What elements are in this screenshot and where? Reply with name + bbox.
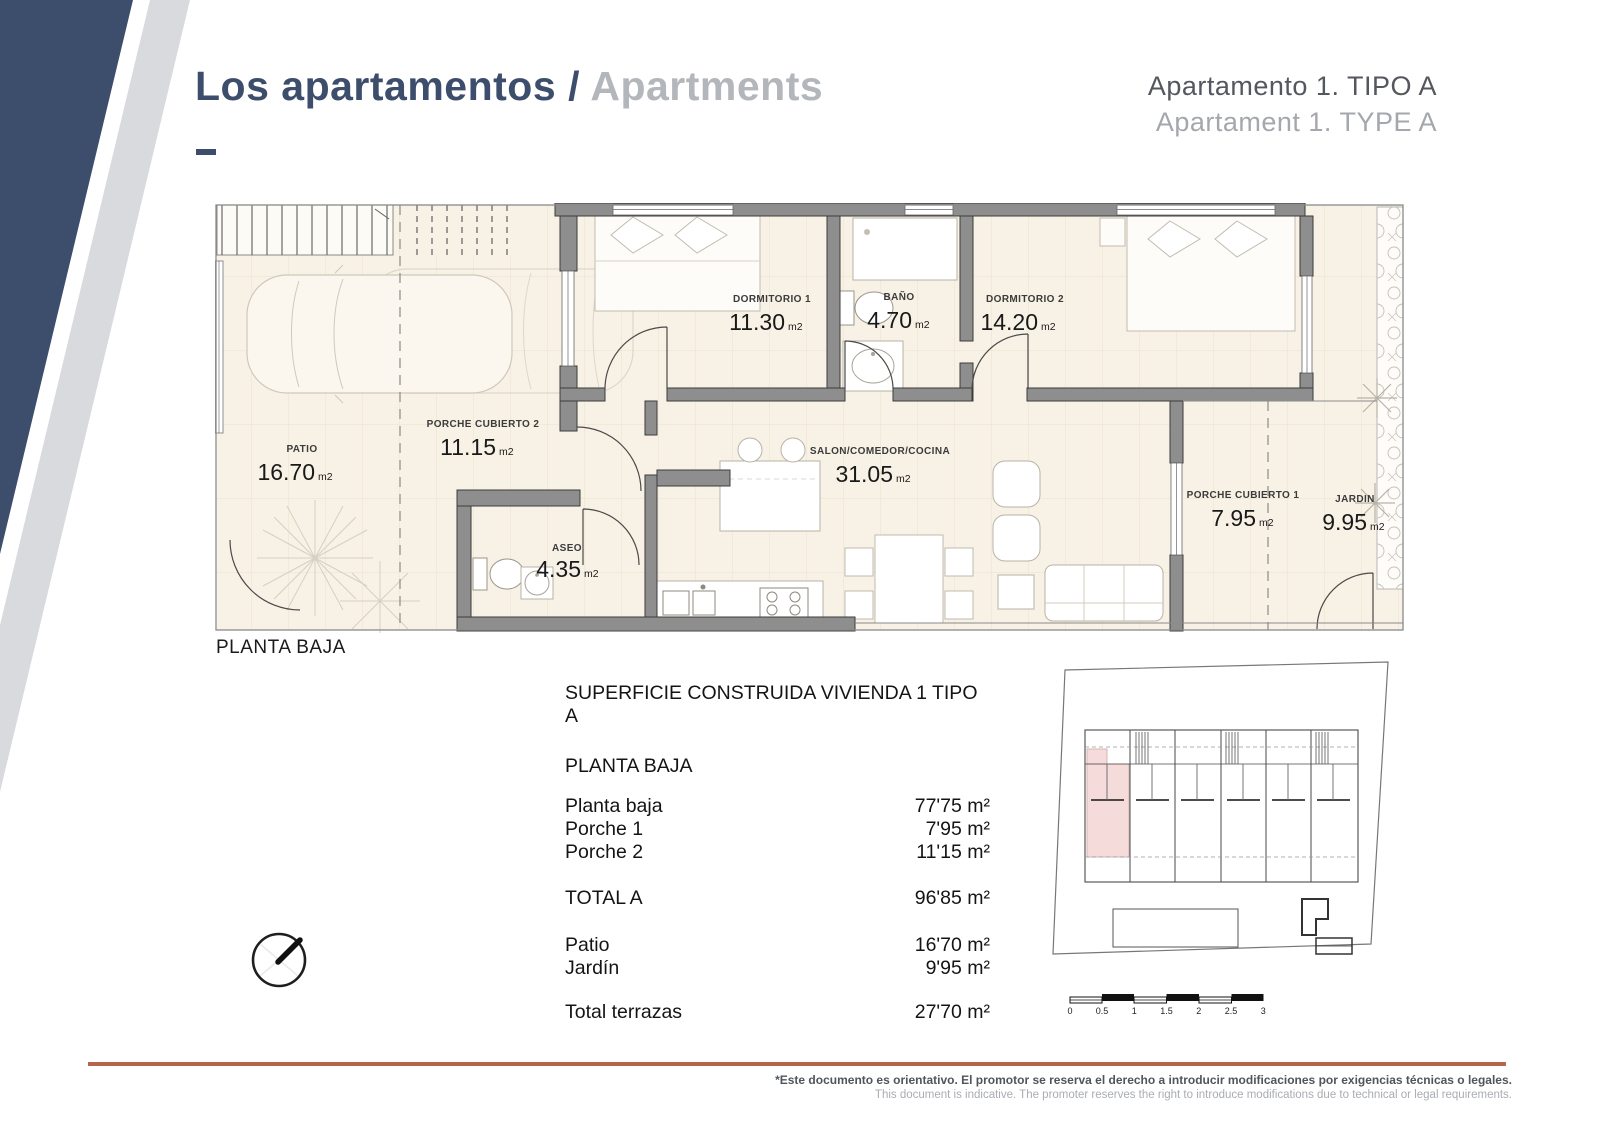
row-value: 27'70 m²: [914, 1001, 990, 1023]
window-icon: [1302, 276, 1312, 373]
svg-text:m2: m2: [788, 321, 803, 333]
svg-text:7.95: 7.95: [1211, 505, 1256, 531]
svg-text:m2: m2: [896, 473, 911, 485]
row-value: 11'15 m²: [916, 841, 990, 863]
svg-text:m2: m2: [1259, 517, 1274, 529]
svg-text:DORMITORIO 1: DORMITORIO 1: [733, 294, 811, 305]
svg-text:DORMITORIO 2: DORMITORIO 2: [986, 294, 1064, 305]
table-row: [565, 841, 990, 864]
svg-text:ASEO: ASEO: [552, 543, 582, 554]
table-row: [565, 957, 990, 980]
row-label: Porche 1: [565, 818, 644, 840]
svg-text:PORCHE CUBIERTO 2: PORCHE CUBIERTO 2: [426, 419, 540, 430]
row-label: Porche 2: [565, 841, 644, 863]
footer-disclaimer: [775, 1073, 1512, 1103]
title-dash: [196, 149, 216, 155]
row-label: Planta baja: [565, 795, 663, 817]
bathroom-sink-icon: [843, 341, 903, 391]
sliding-door-icon: [1171, 463, 1182, 555]
apartment-heading: [1148, 68, 1437, 140]
scale-label: 2: [1196, 1006, 1202, 1016]
svg-text:JARDIN: JARDIN: [1335, 494, 1375, 505]
svg-text:m2: m2: [915, 319, 930, 331]
scale-label: 1: [1131, 1006, 1137, 1016]
row-value: 7'95 m²: [925, 818, 990, 840]
disclaimer-en: This document is indicative. The promoter reserves the right to introduce modifications due to technical or legal requirements.: [874, 1089, 1512, 1101]
floor-plan: [215, 203, 1405, 633]
row-value: 77'75 m²: [914, 795, 990, 817]
scale-label: 0: [1067, 1006, 1073, 1016]
scale-label: 2.5: [1224, 1006, 1238, 1016]
highlighted-unit: [1087, 749, 1129, 857]
svg-text:SALON/COMEDOR/COCINA: SALON/COMEDOR/COCINA: [809, 446, 951, 457]
table-row: [565, 818, 990, 841]
table-row: [565, 795, 990, 818]
table-row: [565, 934, 990, 957]
apartment-heading-en: Apartament 1. TYPE A: [1155, 107, 1437, 137]
scale-label: 3: [1260, 1006, 1266, 1016]
row-label: TOTAL A: [565, 887, 643, 909]
surface-table-title: SUPERFICIE CONSTRUIDA VIVIENDA 1 TIPO A: [565, 682, 978, 727]
svg-text:11.30: 11.30: [729, 309, 785, 335]
plan-caption: PLANTA BAJA: [216, 637, 346, 658]
svg-text:PORCHE CUBIERTO 1: PORCHE CUBIERTO 1: [1186, 490, 1300, 501]
scale-label: 1.5: [1160, 1006, 1173, 1016]
bed-2-icon: [1100, 216, 1295, 331]
garden-flower-icon: [1357, 378, 1397, 418]
svg-text:14.20: 14.20: [980, 309, 1038, 335]
site-key-plan: [1040, 652, 1400, 1032]
svg-text:4.70: 4.70: [867, 307, 912, 333]
svg-text:m2: m2: [499, 446, 514, 458]
row-value: 96'85 m²: [914, 887, 990, 909]
row-label: Jardín: [565, 957, 620, 979]
svg-text:m2: m2: [1041, 321, 1056, 333]
svg-text:BAÑO: BAÑO: [883, 292, 915, 303]
scale-label: 0.5: [1095, 1006, 1109, 1016]
page-title-separator: /: [568, 63, 580, 109]
stairs-hatch: [217, 205, 393, 255]
svg-text:11.15: 11.15: [440, 434, 496, 460]
table-row-terrace-total: [565, 1001, 990, 1024]
svg-text:m2: m2: [1370, 521, 1385, 533]
svg-text:31.05: 31.05: [835, 461, 893, 487]
aseo-toilet-icon: [473, 558, 524, 590]
shower-icon: [853, 218, 957, 280]
row-label: Patio: [565, 934, 610, 956]
disclaimer-es: *Este documento es orientativo. El promotor se reserva el derecho a introducir modificaciones por exigencias técnicas o legales.: [775, 1073, 1512, 1087]
svg-text:9.95: 9.95: [1322, 509, 1367, 535]
page-title-en: Apartments: [590, 63, 824, 109]
surface-table: [565, 682, 990, 1024]
row-value: 9'95 m²: [925, 957, 990, 979]
page-title-es: Los apartamentos: [195, 63, 557, 109]
scale-bar: [1067, 994, 1265, 1016]
pergola-hatch: [407, 205, 519, 255]
apartment-heading-es: Apartamento 1. TIPO A: [1147, 71, 1437, 101]
row-value: 16'70 m²: [914, 934, 990, 956]
svg-text:m2: m2: [318, 471, 333, 483]
surface-table-section: PLANTA BAJA: [565, 755, 693, 777]
svg-text:16.70: 16.70: [257, 459, 315, 485]
table-row-total: [565, 887, 990, 910]
footer-accent-line: [88, 1062, 1506, 1066]
compass-icon: [246, 926, 312, 992]
svg-text:m2: m2: [584, 568, 599, 580]
svg-text:PATIO: PATIO: [286, 444, 318, 455]
row-label: Total terrazas: [565, 1001, 683, 1023]
svg-text:4.35: 4.35: [536, 556, 581, 582]
window-icon: [562, 271, 574, 366]
page-title: [195, 63, 823, 110]
